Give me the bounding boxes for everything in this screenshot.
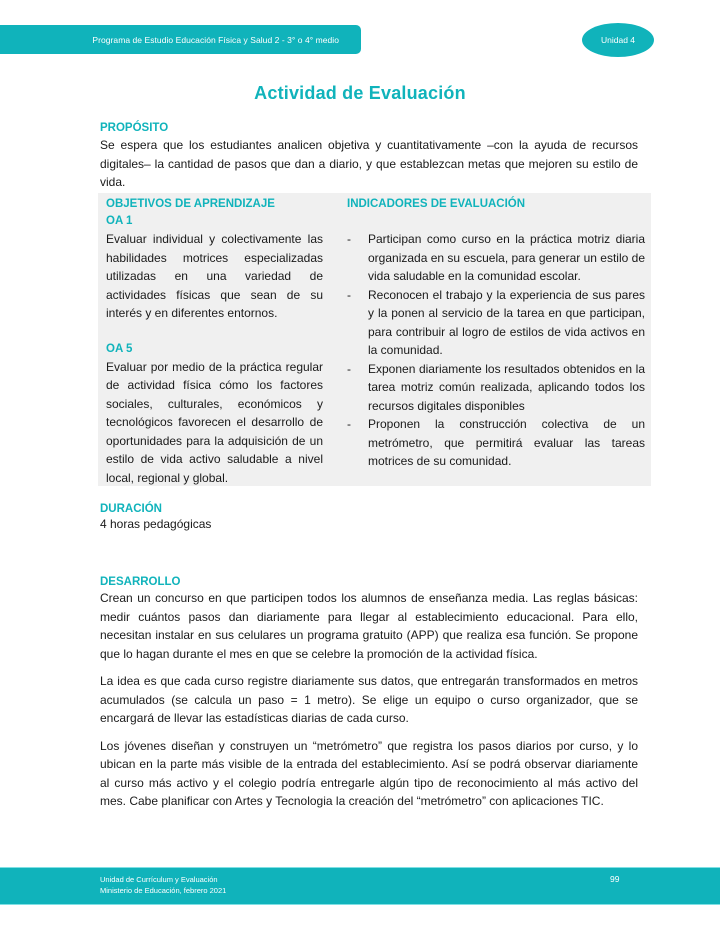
dash-bullet-icon: - (347, 232, 351, 246)
objectives-indicators-table (98, 193, 651, 486)
desarrollo-paragraph: Los jóvenes diseñan y construyen un “metrómetro” que registra los pasos diarios por curso, y lo ubican en la parte más visible de la entrada del establecimiento. Así se podrá observar diariamente al curso más activo y el colegio podría entregarle algún tipo de reconocimiento al más activo del mes. Cabe planificar con Artes y Tecnologia la creación del “metrómetro” con aplicaciones TIC. (100, 738, 638, 808)
footer-bar (0, 867, 720, 905)
objectives-column (98, 193, 338, 486)
indicators-heading: INDICADORES DE EVALUACIÓN (347, 198, 526, 210)
dash-bullet-icon: - (347, 287, 351, 302)
unit-badge (582, 23, 654, 57)
proposito-text: Se espera que los estudiantes analicen objetiva y cuantitativamente –con la ayuda de recursos digitales– la cantidad de pasos que dan a diario, y que establezcan metas que mejoren su estilo de vida. (100, 138, 638, 189)
objective-text: Evaluar por medio de la práctica regular de actividad física cómo los factores sociales, culturales, económicos y tecnológicos favorecen el desarrollo de oportunidades para la adquisición de un estilo de vida activo saludable a nivel local, regional y global. (106, 359, 323, 485)
duracion-section (100, 503, 638, 534)
desarrollo-paragraph: Crean un concurso en que participen todos los alumnos de enseñanza media. Las reglas básicas: medir cuántos pasos dan diariamente para llegar al establecimiento educacional. Para ello, necesitan instalar en sus celulares un programa gratuito (APP) que realiza esa función. Se propone que lo hagan durante el mes en que se celebre la promoción de la actividad física. (100, 591, 638, 661)
objective-item (106, 341, 338, 488)
footer-credits (100, 874, 226, 896)
indicator-text: Exponen diariamente los resultados obtenidos en la tarea motriz común realizada, aplicando todos los recursos digitales disponibles (368, 361, 645, 413)
program-title: Programa de Estudio Educación Física y Salud 2 - 3° o 4° medio (92, 34, 339, 45)
dash-bullet-icon: - (347, 361, 351, 376)
footer-line-1: Unidad de Currículum y Evaluación (100, 875, 218, 884)
indicator-text: Reconocen el trabajo y la experiencia de sus pares y la ponen al servicio de la tarea en que participan, para contribuir al logro de estilos de vida activos en la comunidad. (368, 287, 645, 357)
desarrollo-paragraph: La idea es que cada curso registre diariamente sus datos, que entregarán transformados en metros acumulados (se calcula un paso = 1 metro). Se elige un equipo o curso organizador, que se encargará de llevar las estadísticas diarias de cada curso. (100, 674, 638, 725)
desarrollo-section (100, 576, 638, 811)
page-title: Actividad de Evaluación (254, 83, 466, 103)
indicator-text: Participan como curso en la práctica motriz diaria organizada en su escuela, para generar un estilo de vida saludable en la comunidad escolar. (368, 232, 645, 283)
indicators-column (338, 193, 651, 486)
objectives-heading: OBJETIVOS DE APRENDIZAJE (106, 198, 275, 210)
indicator-text: Proponen la construcción colectiva de un metrómetro, que permitirá evaluar las tareas motrices de su comunidad. (368, 417, 645, 468)
page-number: 99 (610, 874, 620, 884)
dash-bullet-icon: - (347, 417, 351, 431)
indicator-item (347, 415, 651, 471)
indicator-item (347, 286, 651, 360)
indicator-item (347, 230, 651, 286)
objective-code: OA 1 (106, 215, 133, 227)
unit-badge-label: Unidad 4 (600, 35, 636, 45)
objective-item (106, 213, 338, 323)
desarrollo-heading: DESARROLLO (100, 576, 181, 588)
indicator-list (347, 230, 651, 471)
duracion-text: 4 horas pedagógicas (100, 517, 212, 531)
indicator-item (347, 360, 651, 416)
proposito-section (100, 122, 638, 192)
objective-text: Evaluar individual y colectivamente las habilidades motrices especializadas utilizadas en una variedad de actividades físicas que sean de su interés y en diferentes entornos. (106, 232, 323, 320)
header-bar (0, 25, 361, 54)
proposito-heading: PROPÓSITO (100, 122, 169, 134)
objective-code: OA 5 (106, 342, 133, 355)
duracion-heading: DURACIÓN (100, 503, 162, 515)
footer-line-2: Ministerio de Educación, febrero 2021 (100, 886, 227, 895)
